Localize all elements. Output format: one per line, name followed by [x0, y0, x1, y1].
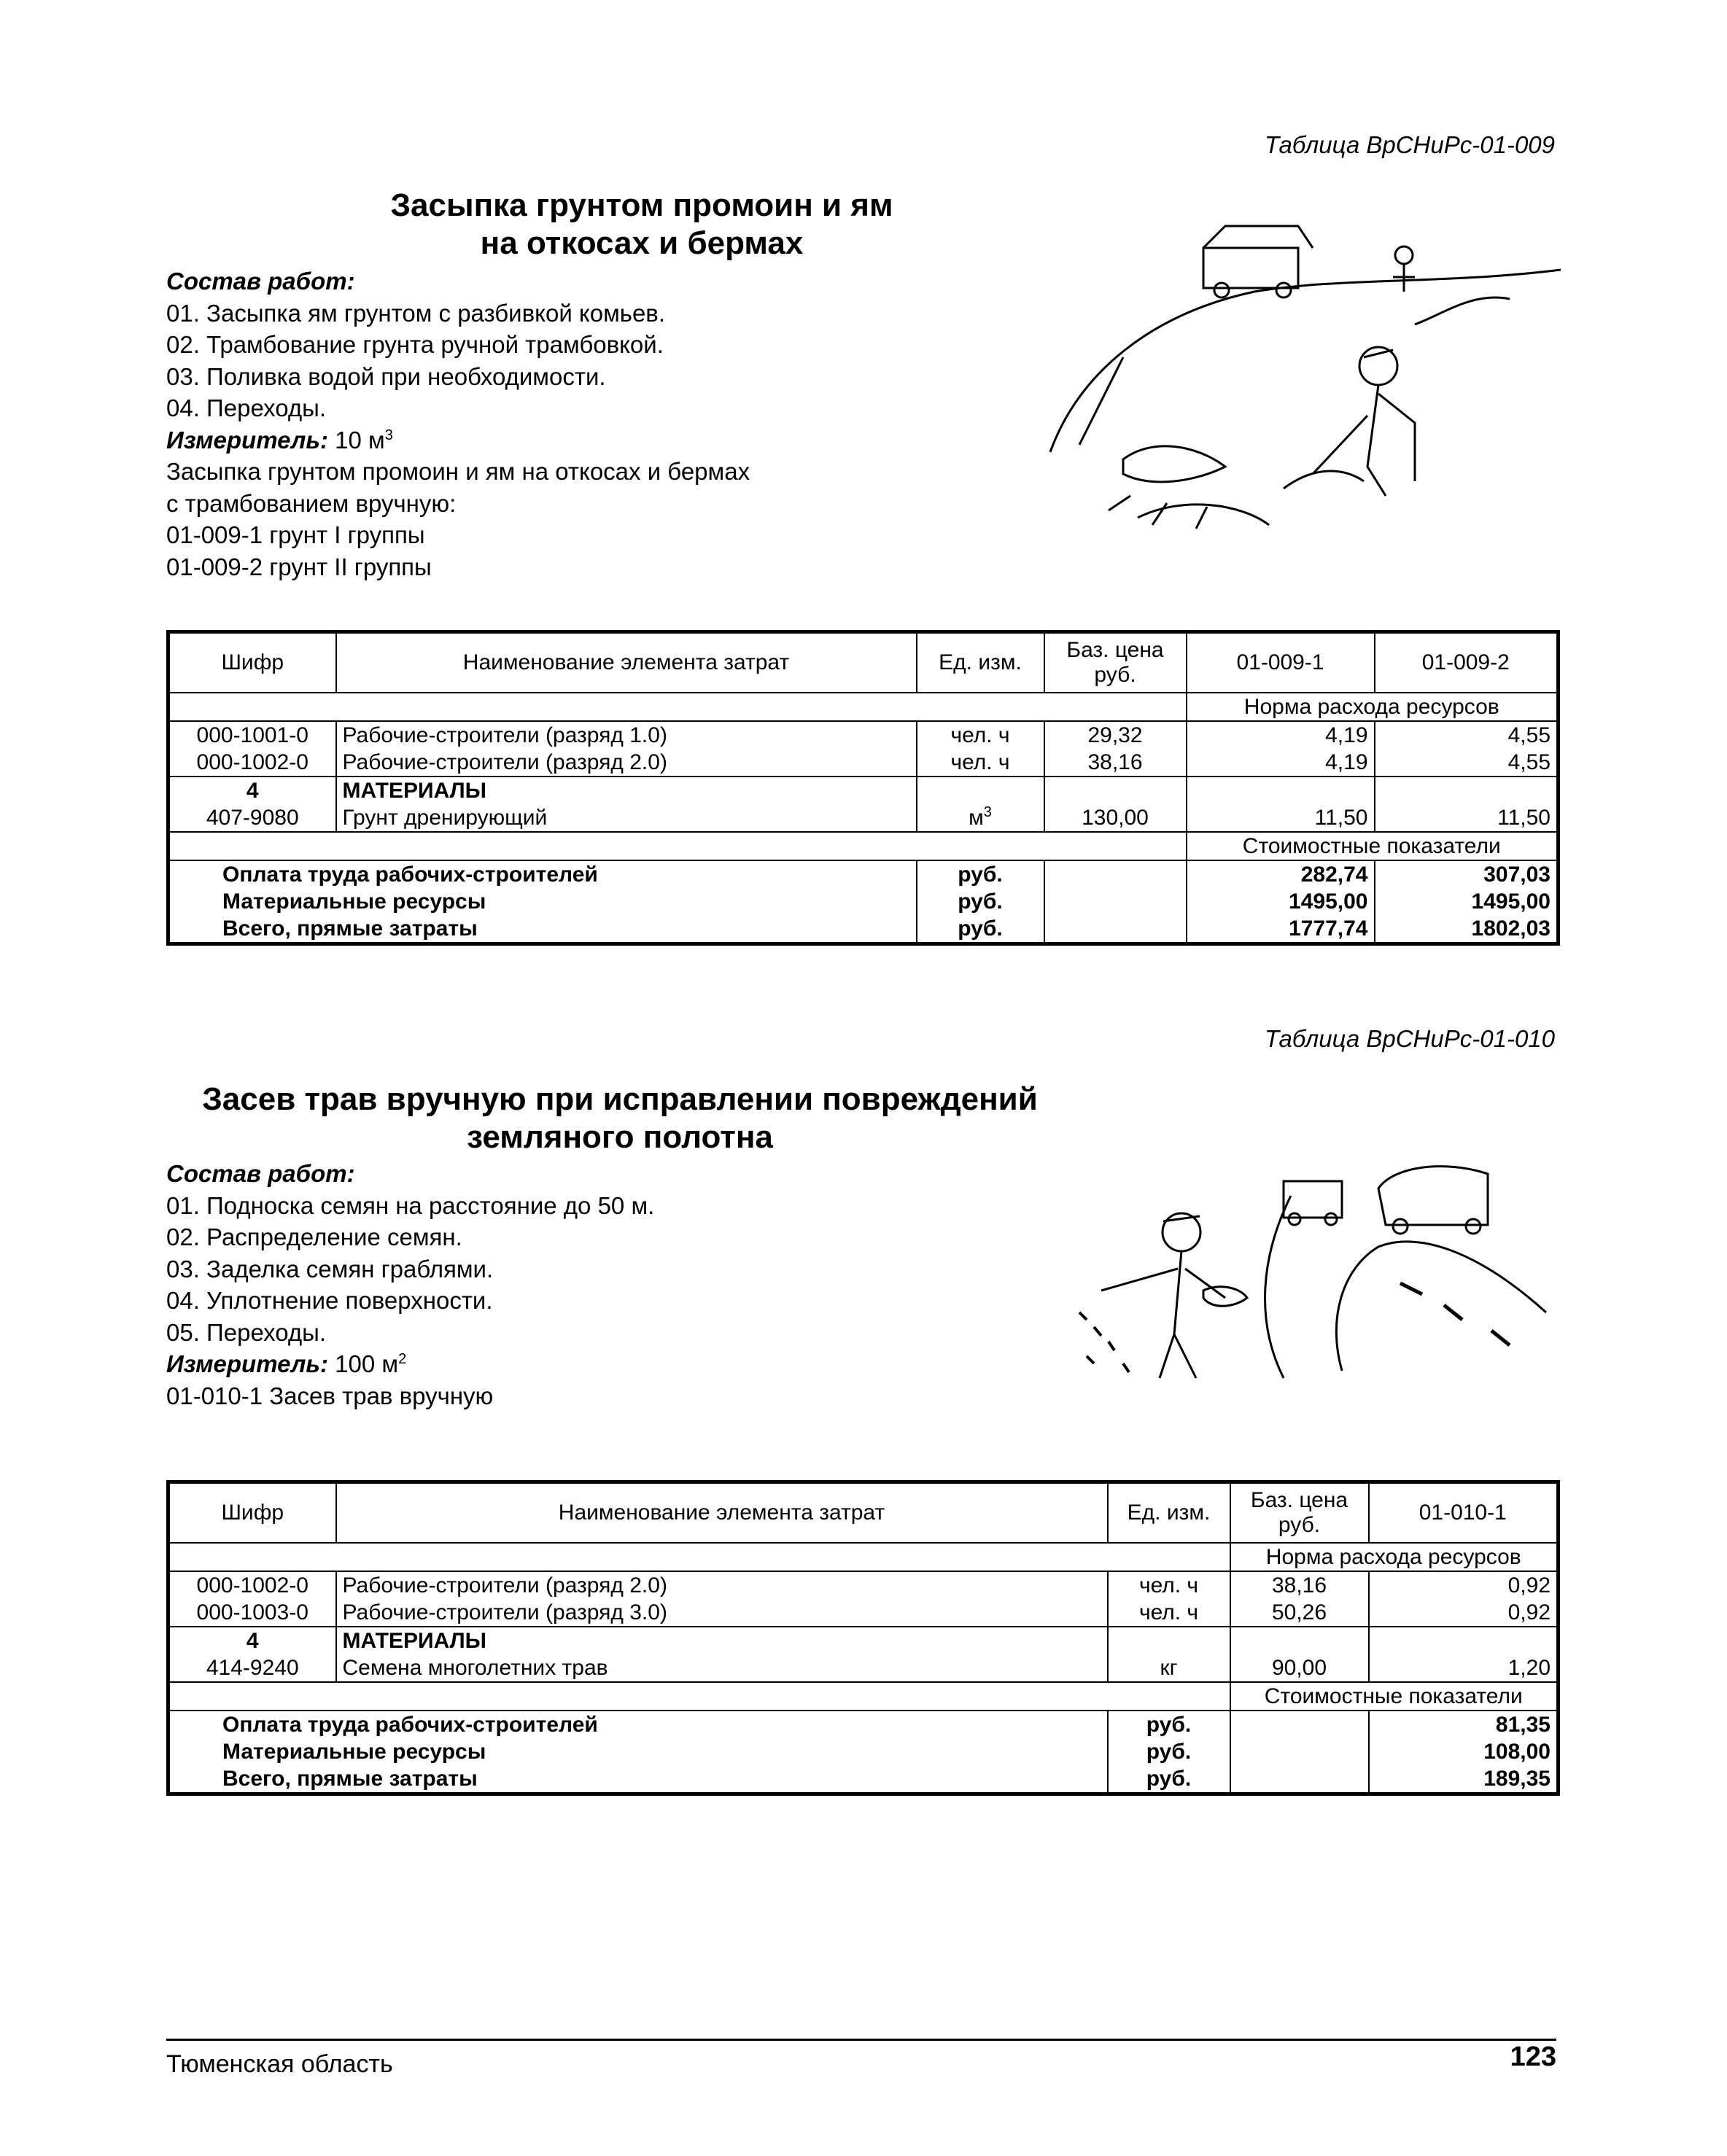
cost-label-row — [168, 1682, 1559, 1711]
work-composition-01-009 — [166, 265, 750, 583]
header-price — [1044, 632, 1187, 693]
section-title-01-010 — [146, 1081, 1094, 1156]
total-name: Всего, прямые затраты — [168, 915, 917, 944]
total-row — [168, 1765, 1559, 1794]
table-row — [168, 721, 1559, 749]
description-line: Засыпка грунтом промоин и ям на откосах и бермах — [166, 458, 750, 485]
total-name: Материальные ресурсы — [168, 888, 917, 915]
table-row — [168, 749, 1559, 777]
cost-label-row — [168, 832, 1559, 860]
row-value-1: 4,19 — [1187, 749, 1375, 777]
footer-divider — [166, 2039, 1556, 2041]
work-item: 03. Поливка водой при необходимости. — [166, 362, 606, 390]
meter-label: Измеритель: — [166, 426, 328, 454]
materials-header-row — [168, 777, 1559, 804]
unit-sup: 3 — [983, 804, 992, 820]
title-line-1: Засев трав вручную при исправлении повреждений — [202, 1081, 1038, 1117]
row-unit — [917, 804, 1044, 832]
total-value-2: 307,03 — [1375, 860, 1559, 888]
materials-label: МАТЕРИАЛЫ — [336, 777, 917, 804]
code-line: 01-010-1 Засев трав вручную — [166, 1382, 494, 1409]
total-unit: руб. — [1108, 1738, 1230, 1765]
total-unit: руб. — [1108, 1765, 1230, 1794]
row-name: Семена многолетних трав — [336, 1654, 1108, 1682]
header-unit: Ед. изм. — [917, 632, 1044, 693]
cost-label: Стоимостные показатели — [1187, 832, 1559, 860]
total-name: Всего, прямые затраты — [168, 1765, 1108, 1794]
table-row — [168, 1571, 1559, 1599]
work-item: 05. Переходы. — [166, 1318, 326, 1346]
row-code: 407-9080 — [168, 804, 336, 832]
row-price: 38,16 — [1230, 1571, 1369, 1599]
table-reference-01-010: Таблица ВрСНиРс-01-010 — [1265, 1025, 1555, 1052]
section-title-01-009 — [306, 187, 977, 262]
row-price: 29,32 — [1044, 721, 1187, 749]
total-unit: руб. — [917, 888, 1044, 915]
norm-label-row — [168, 1543, 1559, 1571]
total-row — [168, 915, 1559, 944]
work-heading: Состав работ: — [166, 1160, 355, 1187]
row-code: 000-1003-0 — [168, 1599, 336, 1627]
meter-line — [166, 424, 750, 456]
cost-table-01-009 — [166, 630, 1560, 946]
total-name: Оплата труда рабочих-строителей — [168, 1711, 1108, 1738]
page-number: 123 — [1510, 2042, 1556, 2072]
work-item: 04. Переходы. — [166, 394, 326, 421]
row-value-1: 11,50 — [1187, 804, 1375, 832]
table-row — [168, 1599, 1559, 1627]
code-line: 01-009-2 грунт II группы — [166, 553, 432, 580]
row-code: 000-1002-0 — [168, 749, 336, 777]
work-item: 03. Заделка семян граблями. — [166, 1255, 494, 1283]
header-unit: Ед. изм. — [1108, 1482, 1230, 1544]
header-price-line2: руб. — [1278, 1513, 1321, 1537]
row-value-1: 4,19 — [1187, 721, 1375, 749]
code-line: 01-009-1 грунт I группы — [166, 521, 425, 548]
row-value-2: 4,55 — [1375, 721, 1559, 749]
total-value-1: 189,35 — [1483, 1767, 1551, 1791]
work-composition-01-010 — [166, 1158, 654, 1412]
cost-label: Стоимостные показатели — [1230, 1682, 1559, 1711]
header-price-line2: руб. — [1094, 663, 1136, 687]
row-unit: чел. ч — [917, 721, 1044, 749]
header-price — [1230, 1482, 1369, 1544]
row-code: 000-1002-0 — [168, 1571, 336, 1599]
row-unit: чел. ч — [1108, 1599, 1230, 1627]
meter-label: Измеритель: — [166, 1350, 328, 1377]
illustration-workers-slope — [1036, 204, 1575, 554]
header-col-01-010-1: 01-010-1 — [1369, 1482, 1559, 1544]
unit-text: м — [969, 806, 984, 830]
meter-line — [166, 1348, 654, 1380]
header-code: Шифр — [168, 1482, 336, 1544]
work-item: 01. Подноска семян на расстояние до 50 м. — [166, 1191, 655, 1219]
footer-region: Тюменская область — [166, 2050, 393, 2078]
work-item: 02. Распределение семян. — [166, 1223, 462, 1250]
row-value-2: 4,55 — [1507, 750, 1551, 774]
total-unit: руб. — [1108, 1711, 1230, 1738]
header-code: Шифр — [168, 632, 336, 693]
materials-header-row — [168, 1627, 1559, 1654]
row-code: 000-1001-0 — [168, 721, 336, 749]
cost-table-01-010 — [166, 1480, 1560, 1796]
title-line-2: на откосах и бермах — [480, 225, 804, 261]
total-unit: руб. — [917, 860, 1044, 888]
total-value-1: 1777,74 — [1187, 915, 1375, 944]
norm-label-row — [168, 693, 1559, 721]
materials-label: МАТЕРИАЛЫ — [336, 1627, 1108, 1654]
materials-code: 4 — [168, 1627, 336, 1654]
row-price: 90,00 — [1230, 1654, 1369, 1682]
total-value-2: 1802,03 — [1471, 917, 1551, 941]
row-name: Рабочие-строители (разряд 3.0) — [336, 1599, 1108, 1627]
total-unit: руб. — [917, 915, 1044, 944]
table-row — [168, 1654, 1559, 1682]
row-unit: чел. ч — [1108, 1571, 1230, 1599]
row-unit: чел. ч — [917, 749, 1044, 777]
row-price: 130,00 — [1044, 804, 1187, 832]
description-line: с трамбованием вручную: — [166, 489, 457, 517]
header-col-01-009-2: 01-009-2 — [1375, 632, 1559, 693]
norm-label: Норма расхода ресурсов — [1230, 1543, 1559, 1571]
row-price: 50,26 — [1230, 1599, 1369, 1627]
total-name: Оплата труда рабочих-строителей — [168, 860, 917, 888]
total-value-1: 81,35 — [1369, 1711, 1559, 1738]
table-row — [168, 804, 1559, 832]
total-value-1: 108,00 — [1483, 1740, 1551, 1764]
row-name: Рабочие-строители (разряд 2.0) — [336, 1571, 1108, 1599]
total-row — [168, 1711, 1559, 1738]
row-value-1: 0,92 — [1507, 1600, 1551, 1624]
total-value-2: 1495,00 — [1471, 890, 1551, 914]
table-header-row — [168, 1482, 1559, 1544]
total-row — [168, 860, 1559, 888]
work-item: 01. Засыпка ям грунтом с разбивкой комьев. — [166, 299, 666, 327]
illustration-seeding-road — [1065, 1137, 1561, 1429]
header-price-line1: Баз. цена — [1066, 638, 1164, 662]
row-name: Рабочие-строители (разряд 2.0) — [336, 749, 917, 777]
row-unit: кг — [1108, 1654, 1230, 1682]
row-value-2: 11,50 — [1497, 806, 1551, 830]
header-price-line1: Баз. цена — [1250, 1488, 1348, 1512]
meter-sup: 2 — [398, 1351, 407, 1367]
row-value-1: 0,92 — [1369, 1571, 1559, 1599]
row-price: 38,16 — [1044, 749, 1187, 777]
title-line-2: земляного полотна — [467, 1119, 773, 1155]
work-item: 04. Уплотнение поверхности. — [166, 1287, 493, 1314]
work-heading: Состав работ: — [166, 268, 355, 295]
total-row — [168, 888, 1559, 915]
row-name: Рабочие-строители (разряд 1.0) — [336, 721, 917, 749]
materials-code: 4 — [168, 777, 336, 804]
header-name: Наименование элемента затрат — [336, 632, 917, 693]
header-col-01-009-1: 01-009-1 — [1187, 632, 1375, 693]
total-value-1: 1495,00 — [1187, 888, 1375, 915]
total-row — [168, 1738, 1559, 1765]
table-reference-01-009: Таблица ВрСНиРс-01-009 — [1265, 131, 1555, 158]
row-name: Грунт дренирующий — [336, 804, 917, 832]
table-header-row — [168, 632, 1559, 693]
meter-sup: 3 — [384, 427, 393, 443]
title-line-1: Засыпка грунтом промоин и ям — [390, 187, 893, 223]
total-name: Материальные ресурсы — [168, 1738, 1108, 1765]
header-name: Наименование элемента затрат — [336, 1482, 1108, 1544]
total-value-1: 282,74 — [1187, 860, 1375, 888]
row-code: 414-9240 — [168, 1654, 336, 1682]
norm-label: Норма расхода ресурсов — [1187, 693, 1559, 721]
row-value-1: 1,20 — [1507, 1656, 1551, 1680]
work-item: 02. Трамбование грунта ручной трамбовкой. — [166, 331, 664, 358]
meter-value: 10 м — [335, 426, 385, 454]
meter-value: 100 м — [335, 1350, 399, 1377]
